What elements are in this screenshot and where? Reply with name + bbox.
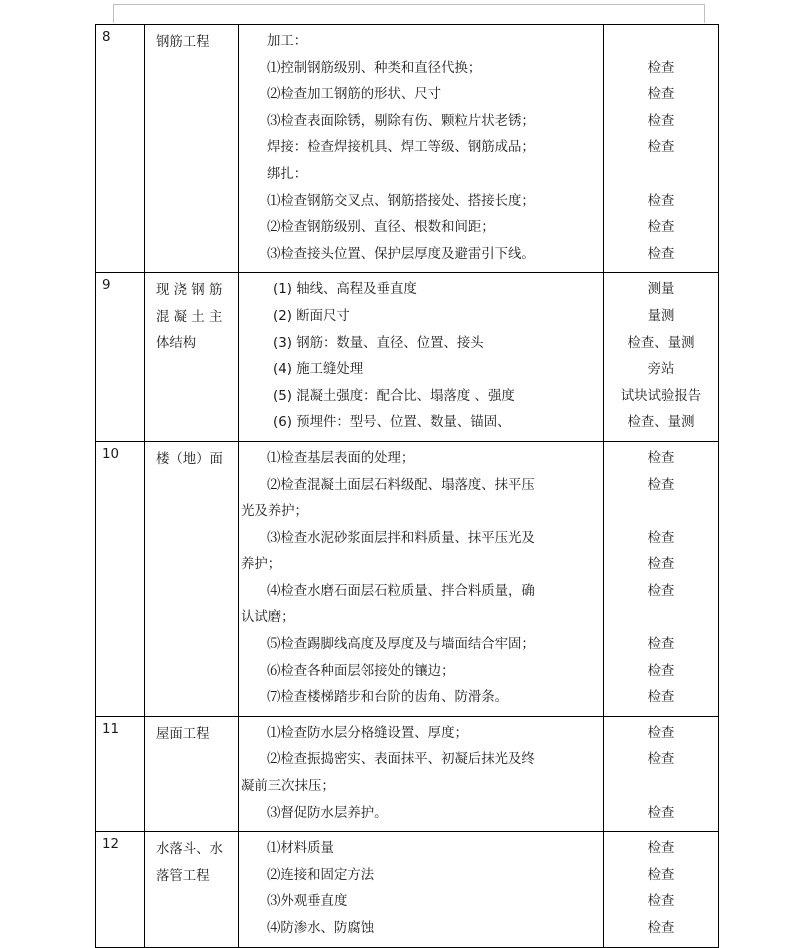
item-name-text: 现 浇 钢 筋 混 凝 土 主 体结构 [156,283,227,352]
content-line: ⑶外观垂直度 [267,894,348,910]
row-number-text: 11 [102,721,120,737]
inspection-content [239,273,604,442]
content-line: (5) 混凝土强度：配合比、塌落度 、强度 [273,388,515,404]
item-name [145,441,239,716]
table-row [96,832,719,947]
item-name-text: 楼（地）面 [156,451,223,467]
table-row [96,273,719,442]
row-number-text: 9 [102,278,111,294]
inspection-table [95,24,719,948]
method-line: 检查 [647,220,675,236]
inspection-content [239,441,604,716]
content-line: ⑶督促防水层养护。 [267,805,388,821]
method-line: 检查 [647,583,675,599]
row-number-text: 8 [102,30,111,45]
content-line: 凝前三次抹压； [241,779,335,795]
inspection-method [604,832,719,947]
inspection-method [604,273,719,442]
table-row [96,441,719,716]
content-line: ⑵检查振捣密实、表面抹平、初凝后抹光及终 [267,752,535,768]
row-number [96,832,145,947]
method-line: 旁站 [647,362,675,378]
content-line: (4) 施工缝处理 [273,362,364,378]
table-row [96,25,719,273]
row-number [96,441,145,716]
method-line: 检查 [647,921,675,936]
method-line [604,162,718,189]
method-line: 检查 [647,140,675,156]
content-line: ⑵连接和固定方法 [267,867,375,883]
content-line: ⑶检查接头位置、保护层厚度及避雷引下线。 [267,246,535,262]
method-line [604,774,718,801]
content-line: ⑹检查各种面层邻接处的镶边； [267,663,455,679]
inspection-method [604,25,719,273]
method-line [604,29,718,56]
item-name [145,273,239,442]
content-line: 焊接：检查焊接机具、焊工等级、钢筋成品； [267,140,535,156]
content-line: ⑺检查楼梯踏步和台阶的齿角、防滑条。 [267,690,509,706]
content-line: ⑷检查水磨石面层石粒质量、拌合料质量，确 [267,583,535,599]
content-line: 养护； [241,557,282,573]
method-line: 检查 [647,867,675,883]
method-line: 检查 [647,246,675,262]
method-line: 检查、量测 [627,335,695,351]
method-line: 检查 [647,752,675,768]
inspection-content [239,716,604,831]
method-line: 检查 [647,841,675,857]
row-number-text: 10 [102,446,120,462]
method-line: 检查 [647,193,675,209]
method-line: 量测 [647,308,675,324]
content-line: ⑵检查加工钢筋的形状、尺寸 [267,87,442,103]
item-name [145,25,239,273]
method-line: 试块试验报告 [620,388,702,404]
method-line: 检查 [647,530,675,546]
item-name [145,832,239,947]
content-line: ⑴检查基层表面的处理； [267,450,415,466]
method-line: 检查 [647,805,675,821]
method-line: 检查 [647,690,675,706]
table-row [96,716,719,831]
method-line [604,605,718,632]
inspection-content [239,832,604,947]
item-name-text: 水落斗、水落管工程 [156,842,223,884]
item-name-text: 屋面工程 [156,726,210,742]
content-line: (6) 预埋件：型号、位置、数量、锚固、 [273,415,511,431]
content-line: ⑴检查防水层分格缝设置、厚度； [267,725,468,741]
content-line: ⑷防渗水、防腐蚀 [267,921,375,936]
content-line: ⑴材料质量 [267,841,334,857]
content-line: 绑扎： [267,166,308,182]
method-line: 测量 [647,282,675,298]
method-line: 检查 [647,637,675,653]
method-line: 检查 [647,725,675,741]
row-number-text: 12 [102,837,120,853]
inspection-content [239,25,604,273]
method-line: 检查 [647,477,675,493]
method-line [604,499,718,526]
method-line: 检查 [647,894,675,910]
content-line: (3) 钢筋：数量、直径、位置、接头 [273,335,484,351]
row-number [96,716,145,831]
method-line: 检查、量测 [627,415,695,431]
content-line: ⑶检查表面除锈，剔除有伤、颗粒片状老锈； [267,113,535,129]
method-line: 检查 [647,60,675,76]
inspection-method [604,441,719,716]
page-top-border [113,4,705,23]
content-line: (2) 断面尺寸 [273,308,350,324]
row-number [96,273,145,442]
content-line: 加工： [267,34,308,49]
row-number [96,25,145,273]
method-line: 检查 [647,113,675,129]
content-line: 认试磨； [241,610,295,626]
method-line: 检查 [647,557,675,573]
content-line: (1) 轴线、高程及垂直度 [273,282,417,298]
inspection-table-body [96,25,719,948]
content-line: ⑵检查钢筋级别、直径、根数和间距； [267,220,495,236]
method-line: 检查 [647,450,675,466]
method-line: 检查 [647,663,675,679]
content-line: ⑸检查踢脚线高度及厚度及与墙面结合牢固； [267,637,535,653]
content-line: ⑴控制钢筋级别、种类和直径代换； [267,60,482,76]
content-line: 光及养护； [241,504,308,520]
item-name [145,716,239,831]
content-line: ⑴检查钢筋交叉点、钢筋搭接处、搭接长度； [267,193,535,209]
inspection-method [604,716,719,831]
method-line: 检查 [647,87,675,103]
content-line: ⑵检查混凝土面层石料级配、塌落度、抹平压 [267,477,535,493]
item-name-text: 钢筋工程 [156,35,210,50]
content-line: ⑶检查水泥砂浆面层拌和料质量、抹平压光及 [267,530,535,546]
